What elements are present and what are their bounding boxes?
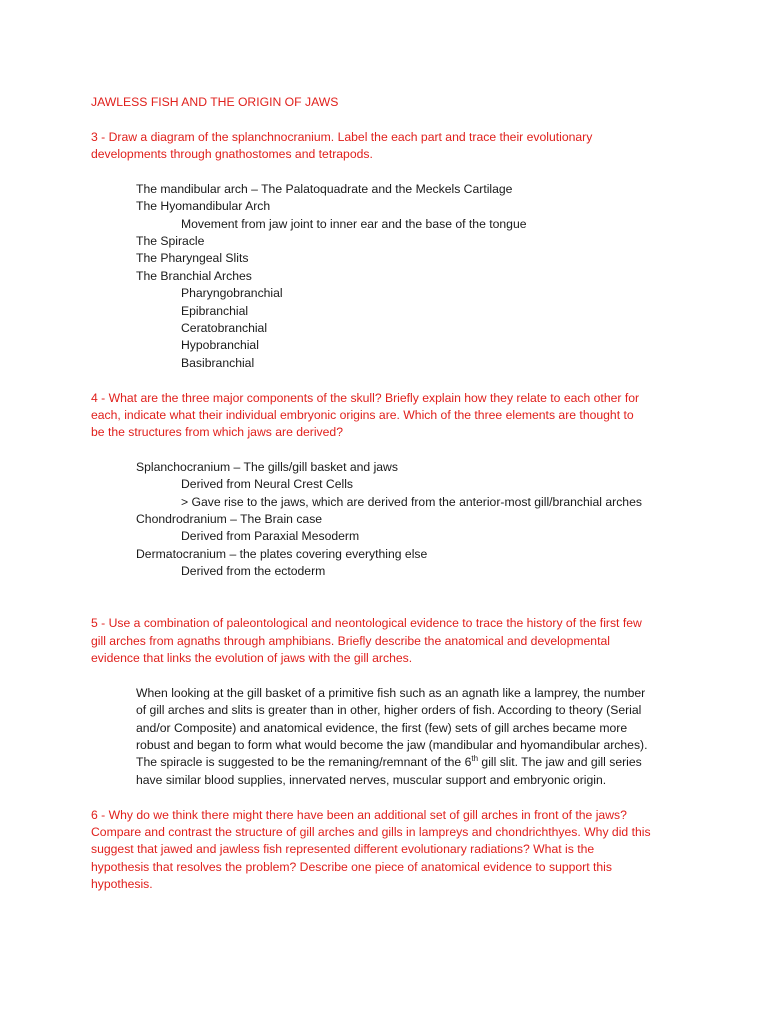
question-6-line-4: hypothesis that resolves the problem? Describe one piece of anatomical evidence to support this	[91, 860, 612, 874]
answer-3-item: The Pharyngeal Slits	[136, 251, 249, 265]
answer-4-item: Splanchocranium – The gills/gill basket and jaws	[136, 460, 398, 474]
question-6-line-2: Compare and contrast the structure of gill arches and gills in lampreys and chondrichthyes. Why did this	[91, 825, 651, 839]
question-5-line-3: evidence that links the evolution of jaws with the gill arches.	[91, 651, 413, 665]
answer-5-paragraph-line	[136, 754, 642, 771]
answer-4-subitem: Derived from Paraxial Mesoderm	[181, 529, 360, 543]
question-3-line-1: 3 - Draw a diagram of the splanchnocranium. Label the each part and trace their evolutionary	[91, 130, 593, 144]
question-6-line-1: 6 - Why do we think there might there have been an additional set of gill arches in front of the jaws?	[91, 808, 627, 822]
answer-3-item: The Spiracle	[136, 234, 205, 248]
answer-4-item: Chondrodranium – The Brain case	[136, 512, 323, 526]
answer-4-subitem: Derived from the ectoderm	[181, 564, 326, 578]
answer-4-subitem: > Gave rise to the jaws, which are derived from the anterior-most gill/branchial arches	[181, 495, 642, 509]
answer-5-paragraph-line: and/or Composite) and anatomical evidence, the first (few) sets of gill arches became more	[136, 721, 628, 735]
answer-5-paragraph-line: of gill arches and slits is greater than in other, higher orders of fish. According to theory (Serial	[136, 703, 642, 717]
superscript-ordinal: th	[471, 753, 479, 763]
answer-3-item: The Hyomandibular Arch	[136, 199, 271, 213]
answer-3-subitem: Basibranchial	[181, 356, 255, 370]
question-5-line-2: gill arches from agnaths through amphibians. Briefly describe the anatomical and developmental	[91, 634, 610, 648]
question-6-line-5: hypothesis.	[91, 877, 153, 891]
answer-3-subitem: Pharyngobranchial	[181, 286, 283, 300]
answer-3-subitem: Hypobranchial	[181, 338, 259, 352]
answer-5-line-5-text: The spiracle is suggested to be the remaning/remnant of the 6	[136, 755, 472, 769]
answer-3-subitem: Movement from jaw joint to inner ear and the base of the tongue	[181, 217, 527, 231]
answer-3-subitem: Epibranchial	[181, 304, 249, 318]
question-5-line-1: 5 - Use a combination of paleontological and neontological evidence to trace the history of the first few	[91, 616, 642, 630]
answer-3-item: The Branchial Arches	[136, 269, 252, 283]
question-6-line-3: suggest that jawed and jawless fish represented different evolutionary radiations? What is the	[91, 842, 595, 856]
question-4-line-3: be the structures from which jaws are derived?	[91, 425, 343, 439]
answer-4-item: Dermatocranium – the plates covering everything else	[136, 547, 428, 561]
answer-5-line-5-text-end: gill slit. The jaw and gill series	[478, 755, 642, 769]
answer-3-item: The mandibular arch – The Palatoquadrate and the Meckels Cartilage	[136, 182, 513, 196]
answer-5-paragraph-line: robust and began to form what would become the jaw (mandibular and hyomandibular arches).	[136, 738, 648, 752]
answer-3-subitem: Ceratobranchial	[181, 321, 268, 335]
question-4-line-2: each, indicate what their individual embryonic origins are. Which of the three elements are thought to	[91, 408, 634, 422]
answer-5-paragraph-line: have similar blood supplies, innervated nerves, muscular support and embryonic origin.	[136, 773, 607, 787]
question-4-line-1: 4 - What are the three major components of the skull? Briefly explain how they relate to each other for	[91, 391, 640, 405]
answer-5-paragraph-line: When looking at the gill basket of a primitive fish such as an agnath like a lamprey, the number	[136, 686, 646, 700]
document-title: JAWLESS FISH AND THE ORIGIN OF JAWS	[91, 95, 339, 109]
answer-4-subitem: Derived from Neural Crest Cells	[181, 477, 354, 491]
question-3-line-2: developments through gnathostomes and tetrapods.	[91, 147, 373, 161]
